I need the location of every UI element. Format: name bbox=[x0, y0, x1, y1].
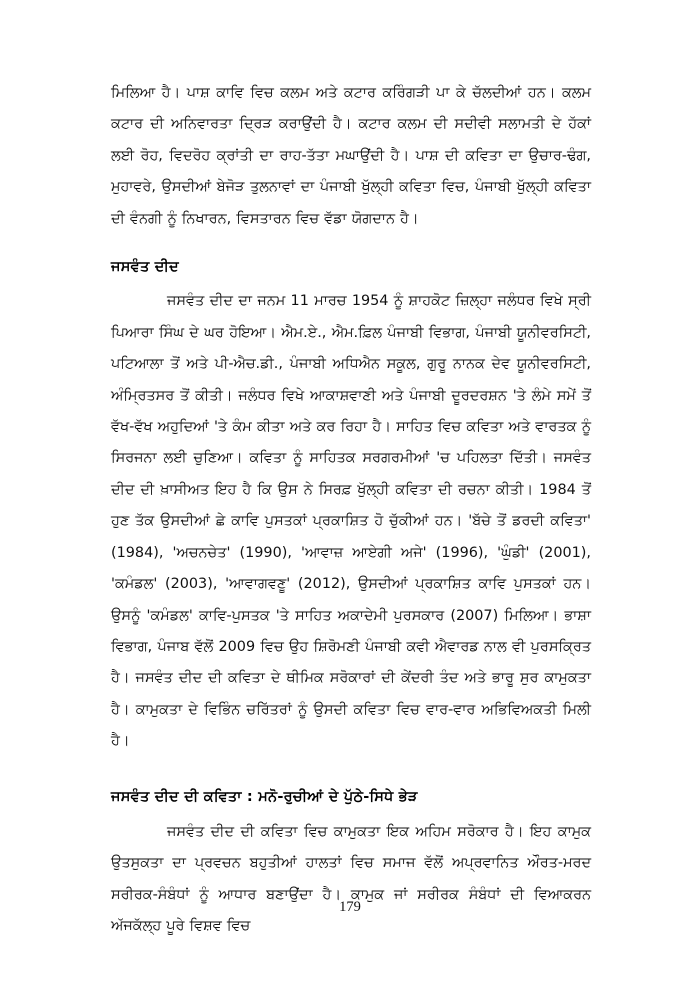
paragraph-sexuality-discourse: ਜਸਵੰਤ ਦੀਦ ਦੀ ਕਵਿਤਾ ਵਿਚ ਕਾਮੁਕਤਾ ਇਕ ਅਹਿਮ ਸਰੋਕਾਰ ਹੈ। ਇਹ ਕਾਮੁਕ ਉਤਸੁਕਤਾ ਦਾ ਪ੍ਰਵਚਨ ਬਹੁਤੀਆਂ ਹਾਲਤਾਂ ਵਿਚ ਸਮਾਜ ਵੱਲੋਂ ਅਪ੍ਰਵਾਨਿਤ ਔਰਤ-ਮਰਦ ਸਰੀਰਕ-ਸੰਬੰਧਾਂ ਨੂੰ ਆਧਾਰ ਬਣਾਉਂਦਾ ਹੈ। ਕਾਮੁਕ ਜਾਂ ਸਰੀਰਕ ਸੰਬੰਧਾਂ ਦੀ ਵਿਆਕਰਨ ਅੱਜਕੱਲ੍ਹ ਪੂਰੇ ਵਿਸ਼ਵ ਵਿਚ bbox=[111, 823, 591, 935]
spacer bbox=[111, 235, 591, 240]
paragraph-biography: ਜਸਵੰਤ ਦੀਦ ਦਾ ਜਨਮ 11 ਮਾਰਚ 1954 ਨੂੰ ਸ਼ਾਹਕੋਟ ਜ਼ਿਲ੍ਹਾ ਜਲੰਧਰ ਵਿਖੇ ਸ੍ਰੀ ਪਿਆਰਾ ਸਿੰਘ ਦੇ ਘਰ ਹੋਇਆ। ਐਮ.ਏ., ਐਮ.ਫ਼ਿਲ ਪੰਜਾਬੀ ਵਿਭਾਗ, ਪੰਜਾਬੀ ਯੂਨੀਵਰਸਿਟੀ, ਪਟਿਆਲਾ ਤੋਂ ਅਤੇ ਪੀ-ਐਚ.ਡੀ., ਪੰਜਾਬੀ ਅਧਿਐਨ ਸਕੂਲ, ਗੁਰੂ ਨਾਨਕ ਦੇਵ ਯੂਨੀਵਰਸਿਟੀ, ਅੰਮ੍ਰਿਤਸਰ ਤੋਂ ਕੀਤੀ। ਜਲੰਧਰ ਵਿਖੇ ਆਕਾਸ਼ਵਾਣੀ ਅਤੇ ਪੰਜਾਬੀ ਦੂਰਦਰਸ਼ਨ 'ਤੇ ਲੰਮੇ ਸਮੇਂ ਤੋਂ ਵੱਖ-ਵੱਖ ਅਹੁਦਿਆਂ 'ਤੇ ਕੰਮ ਕੀਤਾ ਅਤੇ ਕਰ ਰਿਹਾ ਹੈ। ਸਾਹਿਤ ਵਿਚ ਕਵਿਤਾ ਅਤੇ ਵਾਰਤਕ ਨੂੰ ਸਿਰਜਨਾ ਲਈ ਚੁਣਿਆ। ਕਵਿਤਾ ਨੂੰ ਸਾਹਿਤਕ ਸਰਗਰਮੀਆਂ 'ਚ ਪਹਿਲਤਾ ਦਿੱਤੀ। ਜਸਵੰਤ ਦੀਦ ਦੀ ਖ਼ਾਸੀਅਤ ਇਹ ਹੈ ਕਿ ਉਸ ਨੇ ਸਿਰਫ਼ ਖੁੱਲ੍ਹੀ ਕਵਿਤਾ ਦੀ ਰਚਨਾ ਕੀਤੀ। 1984 ਤੋਂ ਹੁਣ ਤੱਕ ਉਸਦੀਆਂ ਛੇ ਕਾਵਿ ਪੁਸਤਕਾਂ ਪ੍ਰਕਾਸ਼ਿਤ ਹੋ ਚੁੱਕੀਆਂ ਹਨ। 'ਬੱਚੇ ਤੋਂ ਡਰਦੀ ਕਵਿਤਾ' (1984), 'ਅਚਨਚੇਤ' (1990), 'ਆਵਾਜ਼ ਆਏਗੀ ਅਜੇ' (1996), 'ਘੁੰਡੀ' (2001), 'ਕਮੰਡਲ' (2003), 'ਆਵਾਗਵਣੂ' (2012), ਉਸਦੀਆਂ ਪ੍ਰਕਾਸ਼ਿਤ ਕਾਵਿ ਪੁਸਤਕਾਂ ਹਨ। ਉਸਨੂੰ 'ਕਮੰਡਲ' ਕਾਵਿ-ਪੁਸਤਕ 'ਤੇ ਸਾਹਿਤ ਅਕਾਦੇਮੀ ਪੁਰਸਕਾਰ (2007) ਮਿਲਿਆ। ਭਾਸ਼ਾ ਵਿਭਾਗ, ਪੰਜਾਬ ਵੱਲੋਂ 2009 ਵਿਚ ਉਹ ਸ਼ਿਰੋਮਣੀ ਪੰਜਾਬੀ ਕਵੀ ਐਵਾਰਡ ਨਾਲ ਵੀ ਪੁਰਸਕ੍ਰਿਤ ਹੈ। ਜਸਵੰਤ ਦੀਦ ਦੀ ਕਵਿਤਾ ਦੇ ਥੀਮਿਕ ਸਰੋਕਾਰਾਂ ਦੀ ਕੇਂਦਰੀ ਤੰਦ ਅਤੇ ਭਾਰੂ ਸੁਰ ਕਾਮੁਕਤਾ ਹੈ। ਕਾਮੁਕਤਾ ਦੇ ਵਿਭਿੰਨ ਚਰਿੱਤਰਾਂ ਨੂੰ ਉਸਦੀ ਕਵਿਤਾ ਵਿਚ ਵਾਰ-ਵਾਰ ਅਭਿਵਿਅਕਤੀ ਮਿਲੀ ਹੈ। bbox=[111, 293, 591, 750]
spacer bbox=[111, 758, 591, 767]
page-content bbox=[111, 78, 591, 943]
section-heading-jaswant-deed: ਜਸਵੰਤ ਦੀਦ bbox=[111, 258, 179, 276]
section-heading-poetry-themes: ਜਸਵੰਤ ਦੀਦ ਦੀ ਕਵਿਤਾ : ਮਨੋ-ਰੁਚੀਆਂ ਦੇ ਪੁੱਠੇ-ਸਿਧੇ ਭੇੜ bbox=[111, 787, 418, 805]
page-number: 179 bbox=[339, 899, 361, 915]
paragraph-continuation-pash: ਮਿਲਿਆ ਹੈ। ਪਾਸ਼ ਕਾਵਿ ਵਿਚ ਕਲਮ ਅਤੇ ਕਟਾਰ ਕਰਿੰਗੜੀ ਪਾ ਕੇ ਚੱਲਦੀਆਂ ਹਨ। ਕਲਮ ਕਟਾਰ ਦੀ ਅਨਿਵਾਰਤਾ ਦ੍ਰਿੜ ਕਰਾਉਂਦੀ ਹੈ। ਕਟਾਰ ਕਲਮ ਦੀ ਸਦੀਵੀ ਸਲਾਮਤੀ ਦੇ ਹੱਕਾਂ ਲਈ ਰੋਹ, ਵਿਦਰੋਹ ਕ੍ਰਾਂਤੀ ਦਾ ਰਾਹ-ਤੱਤਾ ਮਘਾਉਂਦੀ ਹੈ। ਪਾਸ਼ ਦੀ ਕਵਿਤਾ ਦਾ ਉਚਾਰ-ਢੰਗ, ਮੁਹਾਵਰੇ, ਉਸਦੀਆਂ ਬੇਜੋੜ ਤੁਲਨਾਵਾਂ ਦਾ ਪੰਜਾਬੀ ਖੁੱਲ੍ਹੀ ਕਵਿਤਾ ਵਿਚ, ਪੰਜਾਬੀ ਖੁੱਲ੍ਹੀ ਕਵਿਤਾ ਦੀ ਵੰਨਗੀ ਨੂੰ ਨਿਖਾਰਨ, ਵਿਸਤਾਰਨ ਵਿਚ ਵੱਡਾ ਯੋਗਦਾਨ ਹੈ। bbox=[111, 85, 591, 227]
